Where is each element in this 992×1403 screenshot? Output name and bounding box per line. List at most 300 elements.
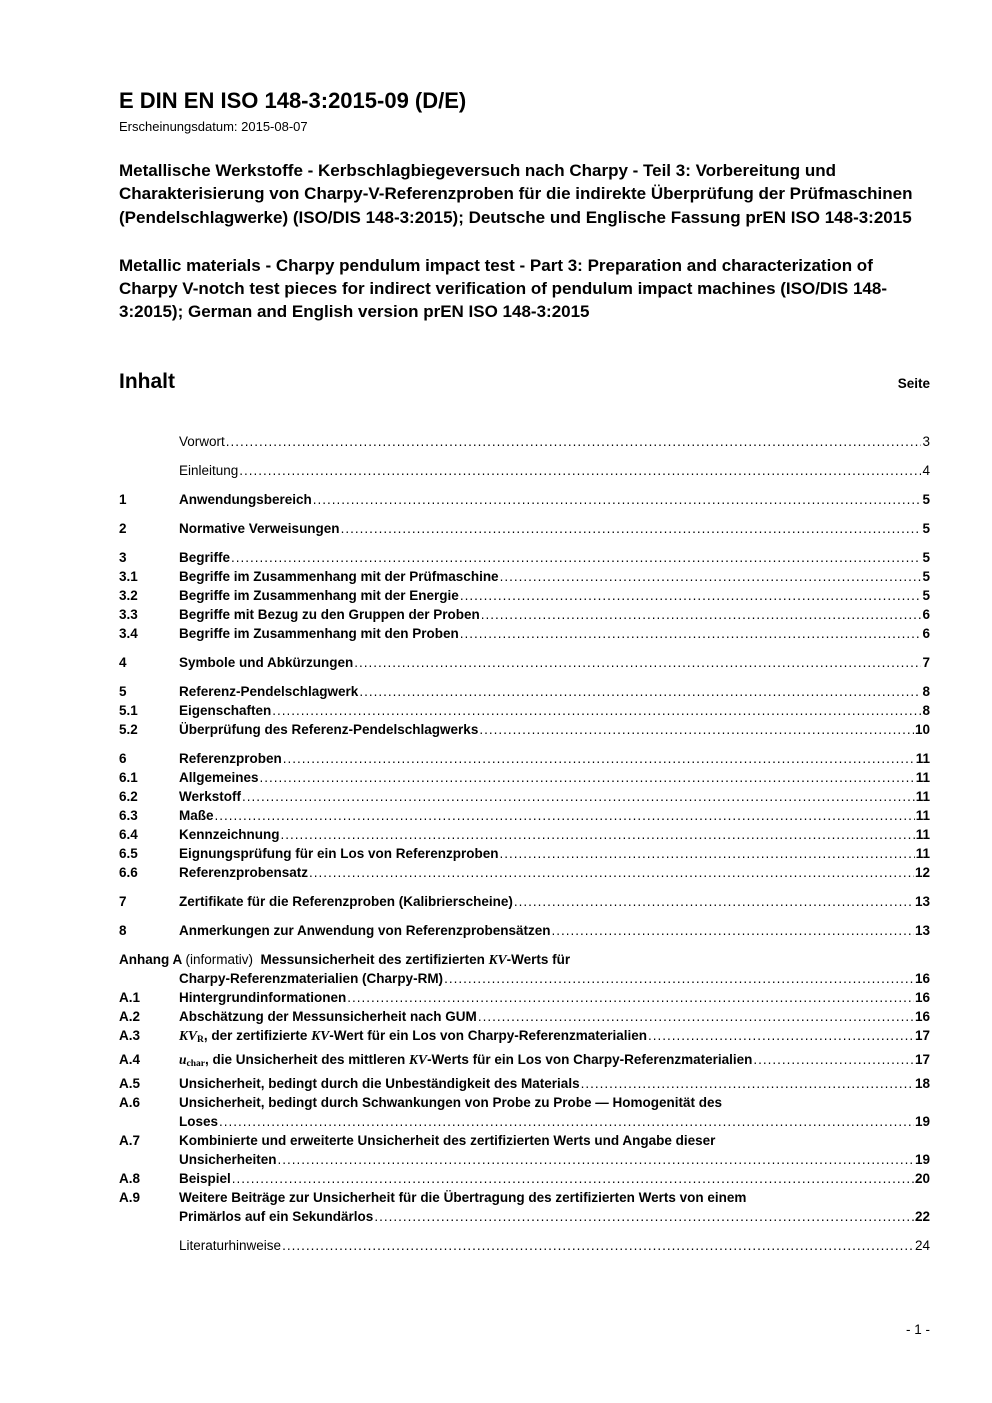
toc-entry-page: 5 [922, 587, 930, 603]
toc-entry-number: 5.1 [119, 702, 138, 718]
toc-text-segment: Referenz-Pendelschlagwerk [179, 683, 359, 699]
toc-group [119, 461, 930, 480]
toc-group [119, 490, 930, 509]
toc-entry-label [179, 567, 499, 586]
toc-entry-page: 6 [922, 606, 930, 622]
toc-group [119, 519, 930, 538]
toc-line [179, 490, 930, 509]
toc-entry-body [179, 624, 930, 643]
dot-leader [272, 701, 921, 720]
math-symbol: KV [488, 951, 507, 967]
dot-leader [500, 567, 922, 586]
toc-entry-number [119, 1236, 179, 1255]
toc-entry-label [179, 844, 499, 863]
toc-line [179, 787, 930, 806]
toc-entry[interactable] [119, 490, 930, 509]
toc-line [179, 682, 930, 701]
dot-leader [481, 605, 922, 624]
math-symbol: KV [409, 1051, 428, 1067]
toc-text-segment: Überprüfung des Referenz-Pendelschlagwerks [179, 721, 479, 737]
toc-entry-number: 3.2 [119, 587, 138, 603]
toc-entry-page: 11 [915, 826, 930, 842]
toc-line [179, 1007, 930, 1026]
toc-line [179, 1112, 930, 1131]
toc-entry-label [179, 1026, 647, 1050]
math-symbol: u [179, 1051, 187, 1067]
toc-text-segment: Unsicherheiten [179, 1151, 277, 1167]
toc-line [179, 701, 930, 720]
toc-entry-label [179, 519, 340, 538]
toc-entry-number: 6.6 [119, 864, 138, 880]
toc-entry-label [179, 1074, 580, 1093]
toc-entry-page: 4 [922, 462, 930, 478]
toc-line [179, 1207, 930, 1226]
toc-header [119, 370, 930, 394]
toc-group [119, 1236, 930, 1255]
toc-entry-page: 5 [922, 520, 930, 536]
title-german: Metallische Werkstoffe - Kerbschlagbiegeversuch nach Charpy - Teil 3: Vorbereitung und Charakterisierung von Charpy-V-Referenzproben für die indirekte Überprüfung der Prüfmaschinen (Pendelschlagwerke) (ISO/DIS 148-3:2015); Deutsche und Englische Fassung prEN ISO 148-3:2015 [119, 161, 913, 227]
toc-entry-body [179, 1169, 930, 1188]
toc-line [179, 749, 930, 768]
toc-entry[interactable] [119, 1169, 930, 1188]
toc-entry-body [179, 1188, 930, 1226]
toc-entry-body [179, 432, 930, 451]
toc-line [179, 586, 930, 605]
toc-entry[interactable] [119, 825, 930, 844]
toc-entry-body [179, 825, 930, 844]
toc-line [179, 863, 930, 882]
toc-entry-label [179, 1050, 752, 1074]
toc-entry-body [179, 586, 930, 605]
toc-entry-page: 11 [915, 845, 930, 861]
toc-entry-page: 11 [915, 769, 930, 785]
toc-entry[interactable] [119, 519, 930, 538]
toc-entry-page: 5 [922, 568, 930, 584]
toc-text-segment: Normative Verweisungen [179, 520, 340, 536]
toc-text-segment: Symbole und Abkürzungen [179, 654, 354, 670]
toc-group [119, 432, 930, 451]
toc-line [179, 768, 930, 787]
toc-entry[interactable] [119, 605, 930, 624]
toc-entry-body [179, 892, 930, 911]
math-symbol: KV [179, 1027, 198, 1043]
toc-text-segment: Vorwort [179, 433, 225, 449]
toc-entry[interactable] [119, 653, 930, 672]
toc-entry[interactable] [119, 701, 930, 720]
toc-entry-body [179, 605, 930, 624]
toc-group [119, 950, 930, 1226]
toc-entry-number: A.5 [119, 1075, 141, 1091]
toc-entry-body [179, 1093, 930, 1131]
dot-leader [219, 1112, 914, 1131]
toc-entry-number: 6.2 [119, 788, 138, 804]
toc-group [119, 682, 930, 739]
toc-entry-number: A.6 [119, 1094, 141, 1110]
toc-entry-page: 17 [914, 1051, 930, 1067]
toc-text-segment: Begriffe [179, 549, 231, 565]
toc-text-segment: Anhang A [119, 951, 186, 967]
toc-entry-number: 5 [119, 683, 127, 699]
toc-entry-label [179, 624, 459, 643]
toc-entries [119, 432, 930, 1255]
toc-entry[interactable] [119, 1131, 930, 1169]
toc-entry-number: 3.3 [119, 606, 138, 622]
toc-text-segment: , die Unsicherheit des mittleren [204, 1051, 410, 1067]
toc-entry-body [179, 806, 930, 825]
toc-text-segment: Weitere Beiträge zur Unsicherheit für die Übertragung des zertifizierten Werts von einem [179, 1189, 747, 1205]
toc-entry-body [179, 863, 930, 882]
toc-group [119, 653, 930, 672]
toc-entry-number [119, 461, 179, 480]
toc-text-segment: Werkstoff [179, 788, 242, 804]
toc-entry-page: 17 [914, 1027, 930, 1043]
toc-line [179, 432, 930, 451]
toc-entry-body [179, 490, 930, 509]
toc-text-segment: Eigenschaften [179, 702, 272, 718]
toc-group [119, 892, 930, 911]
dot-leader [581, 1074, 914, 1093]
math-symbol: KV [311, 1027, 330, 1043]
toc-heading: Inhalt [119, 369, 175, 393]
dot-leader [283, 749, 915, 768]
dot-leader [514, 892, 914, 911]
toc-entry-label [179, 921, 551, 940]
dot-leader [341, 519, 922, 538]
toc-entry-label [179, 701, 271, 720]
toc-entry-number: A.4 [119, 1051, 141, 1067]
toc-line [179, 605, 930, 624]
toc-entry-number: A.2 [119, 1008, 141, 1024]
dot-leader [500, 844, 915, 863]
toc-entry-body [179, 567, 930, 586]
toc-line [179, 1074, 930, 1093]
toc-entry-body [179, 1007, 930, 1026]
toc-line [179, 825, 930, 844]
dot-leader [460, 624, 922, 643]
toc-line [179, 892, 930, 911]
toc-entry-page: 13 [914, 893, 930, 909]
toc-line [179, 921, 930, 940]
toc-entry-label [179, 1112, 218, 1131]
toc-entry-page: 24 [914, 1237, 930, 1253]
toc-entry[interactable] [119, 1188, 930, 1226]
toc-entry-label [179, 1169, 231, 1188]
toc-text-segment: Eignungsprüfung für ein Los von Referenzproben [179, 845, 499, 861]
dot-leader [260, 768, 915, 787]
toc-text-segment: Referenzproben [179, 750, 282, 766]
toc-line [179, 567, 930, 586]
document-header [119, 88, 930, 324]
toc-entry-label [179, 988, 346, 1007]
toc-text-segment: Allgemeines [179, 769, 259, 785]
toc-entry[interactable] [119, 682, 930, 701]
toc-entry-number: 3.4 [119, 625, 138, 641]
toc-entry[interactable] [119, 1007, 930, 1026]
toc-entry[interactable] [119, 624, 930, 643]
dot-leader [354, 653, 921, 672]
toc-entry[interactable] [119, 787, 930, 806]
toc-entry-number: 5.2 [119, 721, 138, 737]
toc-entry-label [179, 863, 308, 882]
toc-entry[interactable] [119, 988, 930, 1007]
toc-entry-page: 8 [922, 683, 930, 699]
toc-entry-page: 7 [922, 654, 930, 670]
dot-leader [239, 461, 921, 480]
toc-entry-body [119, 950, 930, 988]
toc-text-segment: -Wert für ein Los von Charpy-Referenzmaterialien [329, 1027, 648, 1043]
toc-entry-label [179, 605, 480, 624]
toc-entry-page: 19 [914, 1113, 930, 1129]
toc-entry-page: 3 [922, 433, 930, 449]
toc-entry-number [119, 432, 179, 451]
toc-entry-number: 2 [119, 520, 127, 536]
toc-entry-label [179, 653, 353, 672]
toc-entry-label [179, 749, 282, 768]
toc-text-segment: Begriffe im Zusammenhang mit den Proben [179, 625, 459, 641]
document-page [119, 88, 930, 1337]
toc-entry-label [179, 892, 513, 911]
toc-entry-label [179, 720, 478, 739]
toc-entry-number: A.1 [119, 989, 141, 1005]
title-english: Metallic materials - Charpy pendulum impact test - Part 3: Preparation and characterization of Charpy V-notch test pieces for indirect verification of pendulum impact machines (ISO/DIS 148-3:2015); German and English version prEN ISO 148-3:2015 [119, 255, 888, 322]
toc-entry-number: A.7 [119, 1132, 141, 1148]
toc-entry-label [179, 1207, 373, 1226]
toc-entry-number: 8 [119, 922, 127, 938]
dot-leader [444, 969, 914, 988]
toc-entry-page: 18 [914, 1075, 930, 1091]
toc-text-segment: Anwendungsbereich [179, 491, 312, 507]
toc-line [179, 1026, 930, 1050]
toc-entry-label [179, 768, 259, 787]
toc-text-segment: (informativ) [185, 951, 254, 967]
toc-text-segment: Maße [179, 807, 214, 823]
toc-entry-label [179, 1236, 281, 1255]
toc-line [179, 1093, 930, 1112]
dot-leader [281, 825, 915, 844]
toc-entry-label [179, 1150, 277, 1169]
dot-leader [232, 1169, 914, 1188]
toc-entry-page: 11 [915, 807, 930, 823]
toc-line [179, 548, 930, 567]
toc-entry-body [179, 1026, 930, 1050]
toc-entry[interactable] [119, 1074, 930, 1093]
toc-entry[interactable] [119, 921, 930, 940]
toc-entry[interactable] [119, 720, 930, 739]
toc-text-segment: Unsicherheit, bedingt durch die Unbeständigkeit des Materials [179, 1075, 580, 1091]
toc-entry[interactable] [119, 892, 930, 911]
toc-text-segment: Hintergrundinformationen [179, 989, 347, 1005]
toc-entry-body [179, 844, 930, 863]
toc-entry-label [179, 432, 225, 451]
toc-text-segment: , der zertifizierte [203, 1027, 312, 1043]
toc-entry-body [179, 1236, 930, 1255]
toc-entry-page: 5 [922, 549, 930, 565]
toc-entry[interactable] [119, 1236, 930, 1255]
dot-leader [478, 1007, 914, 1026]
toc-entry-anhang[interactable] [119, 950, 930, 988]
toc-entry-body [179, 768, 930, 787]
dot-leader [648, 1026, 914, 1045]
toc-entry-number: 6.3 [119, 807, 138, 823]
toc-entry-page: 11 [915, 750, 930, 766]
toc-entry-label [179, 825, 280, 844]
toc-text-segment: Anmerkungen zur Anwendung von Referenzprobensätzen [179, 922, 551, 938]
toc-text-segment: Einleitung [179, 462, 239, 478]
toc-line [179, 461, 930, 480]
toc-page-column-label: Seite [897, 375, 930, 391]
dot-leader [552, 921, 914, 940]
toc-entry[interactable] [119, 548, 930, 567]
toc-entry-page: 16 [914, 989, 930, 1005]
toc-text-segment: Loses [179, 1113, 219, 1129]
toc-entry-number: 6.5 [119, 845, 138, 861]
toc-text-segment: Begriffe mit Bezug zu den Gruppen der Proben [179, 606, 480, 622]
toc-text-segment: Begriffe im Zusammenhang mit der Prüfmaschine [179, 568, 499, 584]
toc-entry[interactable] [119, 432, 930, 451]
toc-entry-label [179, 490, 312, 509]
toc-group [119, 921, 930, 940]
toc-entry-page: 20 [914, 1170, 930, 1186]
toc-entry-body [179, 682, 930, 701]
toc-entry-body [179, 653, 930, 672]
toc-line [179, 653, 930, 672]
toc-entry-label [179, 461, 238, 480]
toc-entry-page: 16 [914, 970, 930, 986]
toc-entry-number: 6 [119, 750, 127, 766]
toc-text-segment: Zertifikate für die Referenzproben (Kalibrierscheine) [179, 893, 513, 909]
toc-line [179, 1236, 930, 1255]
toc-entry-page: 10 [914, 721, 930, 737]
toc-text-segment: -Werts für ein Los von Charpy-Referenzmaterialien [427, 1051, 753, 1067]
toc-entry-label [179, 548, 230, 567]
toc-entry[interactable] [119, 863, 930, 882]
toc-text-segment: Kombinierte und erweiterte Unsicherheit des zertifizierten Werts und Angabe dieser [179, 1132, 716, 1148]
page-number-footer: - 1 - [905, 1322, 930, 1337]
toc-text-segment: Abschätzung der Messunsicherheit nach GUM [179, 1008, 477, 1024]
toc-entry-number: 7 [119, 893, 127, 909]
toc-entry-number: A.3 [119, 1027, 141, 1043]
dot-leader [309, 863, 914, 882]
toc-entry[interactable] [119, 844, 930, 863]
toc-entry-label [179, 806, 214, 825]
toc-line [179, 1131, 930, 1150]
toc-text-segment: Literaturhinweise [179, 1237, 282, 1253]
toc-entry[interactable] [119, 567, 930, 586]
toc-entry-label [179, 586, 459, 605]
toc-entry-label [179, 682, 358, 701]
toc-entry[interactable] [119, 461, 930, 480]
toc-entry-number: A.9 [119, 1189, 141, 1205]
toc-entry[interactable] [119, 586, 930, 605]
toc-entry[interactable] [119, 1093, 930, 1131]
dot-leader [282, 1236, 914, 1255]
toc-entry[interactable] [119, 1050, 930, 1074]
toc-entry[interactable] [119, 806, 930, 825]
toc-entry[interactable] [119, 749, 930, 768]
publication-date: Erscheinungsdatum: 2015-08-07 [119, 119, 308, 134]
toc-entry-page: 12 [914, 864, 930, 880]
toc-entry[interactable] [119, 768, 930, 787]
toc-entry-number: A.8 [119, 1170, 141, 1186]
toc-entry-page: 5 [922, 491, 930, 507]
dot-leader [374, 1207, 914, 1226]
toc-entry[interactable] [119, 1026, 930, 1050]
toc-entry-label [179, 969, 443, 988]
toc-entry-page: 16 [914, 1008, 930, 1024]
toc-entry-body [179, 461, 930, 480]
doc-number: E DIN EN ISO 148-3:2015-09 (D/E) [119, 88, 467, 113]
toc-line [179, 1169, 930, 1188]
toc-entry-page: 19 [914, 1151, 930, 1167]
toc-text-segment: -Werts für [506, 951, 571, 967]
dot-leader [479, 720, 914, 739]
subscript: R [197, 1034, 204, 1045]
toc-entry-number: 1 [119, 491, 127, 507]
toc-entry-number: 4 [119, 654, 127, 670]
toc-entry-body [179, 701, 930, 720]
toc-entry-body [179, 921, 930, 940]
toc-entry-number: 3.1 [119, 568, 138, 584]
toc-text-segment: Referenzprobensatz [179, 864, 309, 880]
dot-leader [359, 682, 921, 701]
dot-leader [313, 490, 922, 509]
toc-entry-body [179, 1074, 930, 1093]
toc-entry-body [179, 749, 930, 768]
toc-entry-body [179, 988, 930, 1007]
toc-entry-page: 11 [915, 788, 930, 804]
toc-entry-number: 6.1 [119, 769, 138, 785]
dot-leader [231, 548, 921, 567]
toc-line [179, 806, 930, 825]
toc-entry-body [179, 548, 930, 567]
toc-line [179, 519, 930, 538]
toc-entry-label [179, 1007, 477, 1026]
subscript: char [186, 1058, 205, 1069]
toc-text-segment: Primärlos auf ein Sekundärlos [179, 1208, 374, 1224]
dot-leader [753, 1050, 914, 1069]
toc-entry-page: 13 [914, 922, 930, 938]
toc-text-segment: Unsicherheit, bedingt durch Schwankungen von Probe zu Probe — Homogenität des [179, 1094, 723, 1110]
toc-entry-body [179, 787, 930, 806]
toc-text-segment: Begriffe im Zusammenhang mit der Energie [179, 587, 459, 603]
toc-line [179, 1150, 930, 1169]
toc-entry-label [179, 787, 241, 806]
toc-entry-body [179, 720, 930, 739]
toc-line [179, 969, 930, 988]
dot-leader [242, 787, 915, 806]
toc-line [179, 988, 930, 1007]
toc-line [179, 624, 930, 643]
dot-leader [347, 988, 914, 1007]
toc-line [179, 1188, 930, 1207]
toc-text-segment: Messunsicherheit des zertifizierten [253, 951, 489, 967]
dot-leader [226, 432, 922, 451]
toc-entry-body [179, 1050, 930, 1074]
dot-leader [215, 806, 915, 825]
toc-entry-number: 3 [119, 549, 127, 565]
toc-entry-number: 6.4 [119, 826, 138, 842]
dot-leader [278, 1150, 914, 1169]
dot-leader [460, 586, 922, 605]
toc-group [119, 749, 930, 882]
toc-text-segment: Beispiel [179, 1170, 231, 1186]
toc-entry-page: 6 [922, 625, 930, 641]
toc-line [179, 1050, 930, 1074]
toc-group [119, 548, 930, 643]
toc-line [119, 950, 930, 969]
toc-entry-page: 22 [914, 1208, 930, 1224]
toc-entry-body [179, 519, 930, 538]
